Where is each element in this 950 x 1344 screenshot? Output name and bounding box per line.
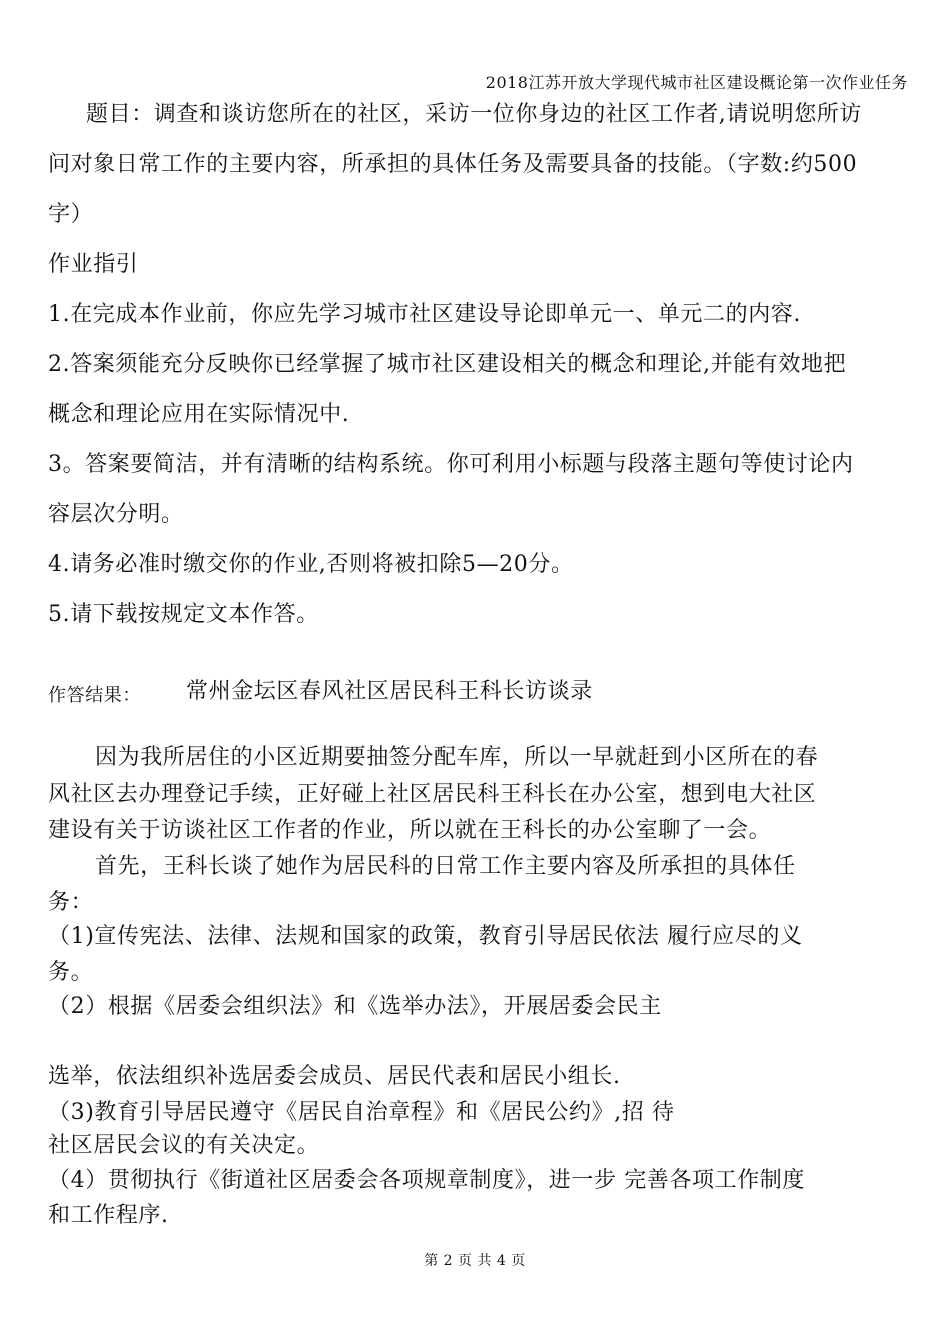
- guide-line-1: 1.在完成本作业前，你应先学习城市社区建设导论即单元一、单元二的内容.: [48, 302, 801, 327]
- guide-line-2: 2.答案须能充分反映你已经掌握了城市社区建设相关的概念和理论,并能有效地把: [48, 352, 847, 377]
- answer-line-9: 选举，依法组织补选居委会成员、居民代表和居民小组长.: [48, 1064, 621, 1089]
- answer-line-1: 因为我所居住的小区近期要抽签分配车库，所以一早就赶到小区所在的春: [95, 745, 819, 770]
- answer-label: 作答结果：: [48, 685, 141, 706]
- answer-line-11: 社区居民会议的有关决定。: [48, 1133, 320, 1158]
- guide-line-3: 概念和理论应用在实际情况中.: [48, 402, 350, 427]
- answer-line-7: 务。: [48, 960, 94, 985]
- answer-line-10: （3)教育引导居民遵守《居民自治章程》和《居民公约》,招 待: [48, 1100, 675, 1125]
- guide-line-4: 3。答案要简洁，并有清晰的结构系统。你可利用小标题与段落主题句等使讨论内: [48, 452, 854, 477]
- question-line-3: 字）: [48, 202, 94, 227]
- answer-title: 常州金坛区春风社区居民科王科长访谈录: [186, 679, 593, 704]
- page-number: 第 2 页 共 4 页: [424, 1253, 526, 1269]
- answer-line-8: （2）根据《居委会组织法》和《选举办法》，开展居委会民主: [48, 994, 662, 1019]
- guide-heading: 作业指引: [48, 252, 139, 277]
- answer-line-6: （1)宣传宪法、法律、法规和国家的政策，教育引导居民依法 履行应尽的义: [48, 924, 803, 949]
- answer-line-12: （4）贯彻执行《街道社区居委会各项规章制度》，进一步 完善各项工作制度: [48, 1168, 805, 1193]
- guide-line-5: 容层次分明。: [48, 502, 184, 527]
- running-header: 2018江苏开放大学现代城市社区建设概论第一次作业任务: [485, 73, 908, 92]
- answer-line-4: 首先，王科长谈了她作为居民科的日常工作主要内容及所承担的具体任: [95, 854, 796, 879]
- question-line-2: 问对象日常工作的主要内容，所承担的具体任务及需要具备的技能。（字数:约500: [48, 152, 858, 177]
- question-line-1: 题目：调查和谈访您所在的社区，采访一位你身边的社区工作者,请说明您所访: [86, 102, 862, 127]
- guide-line-6: 4.请务必准时缴交你的作业,否则将被扣除5—20分。: [48, 552, 574, 577]
- answer-line-5: 务：: [48, 890, 94, 915]
- guide-line-7: 5.请下载按规定文本作答。: [48, 602, 319, 627]
- answer-line-3: 建设有关于访谈社区工作者的作业，所以就在王科长的办公室聊了一会。: [48, 818, 772, 843]
- answer-line-13: 和工作程序.: [48, 1203, 169, 1228]
- answer-line-2: 风社区去办理登记手续，正好碰上社区居民科王科长在办公室，想到电大社区: [48, 782, 817, 807]
